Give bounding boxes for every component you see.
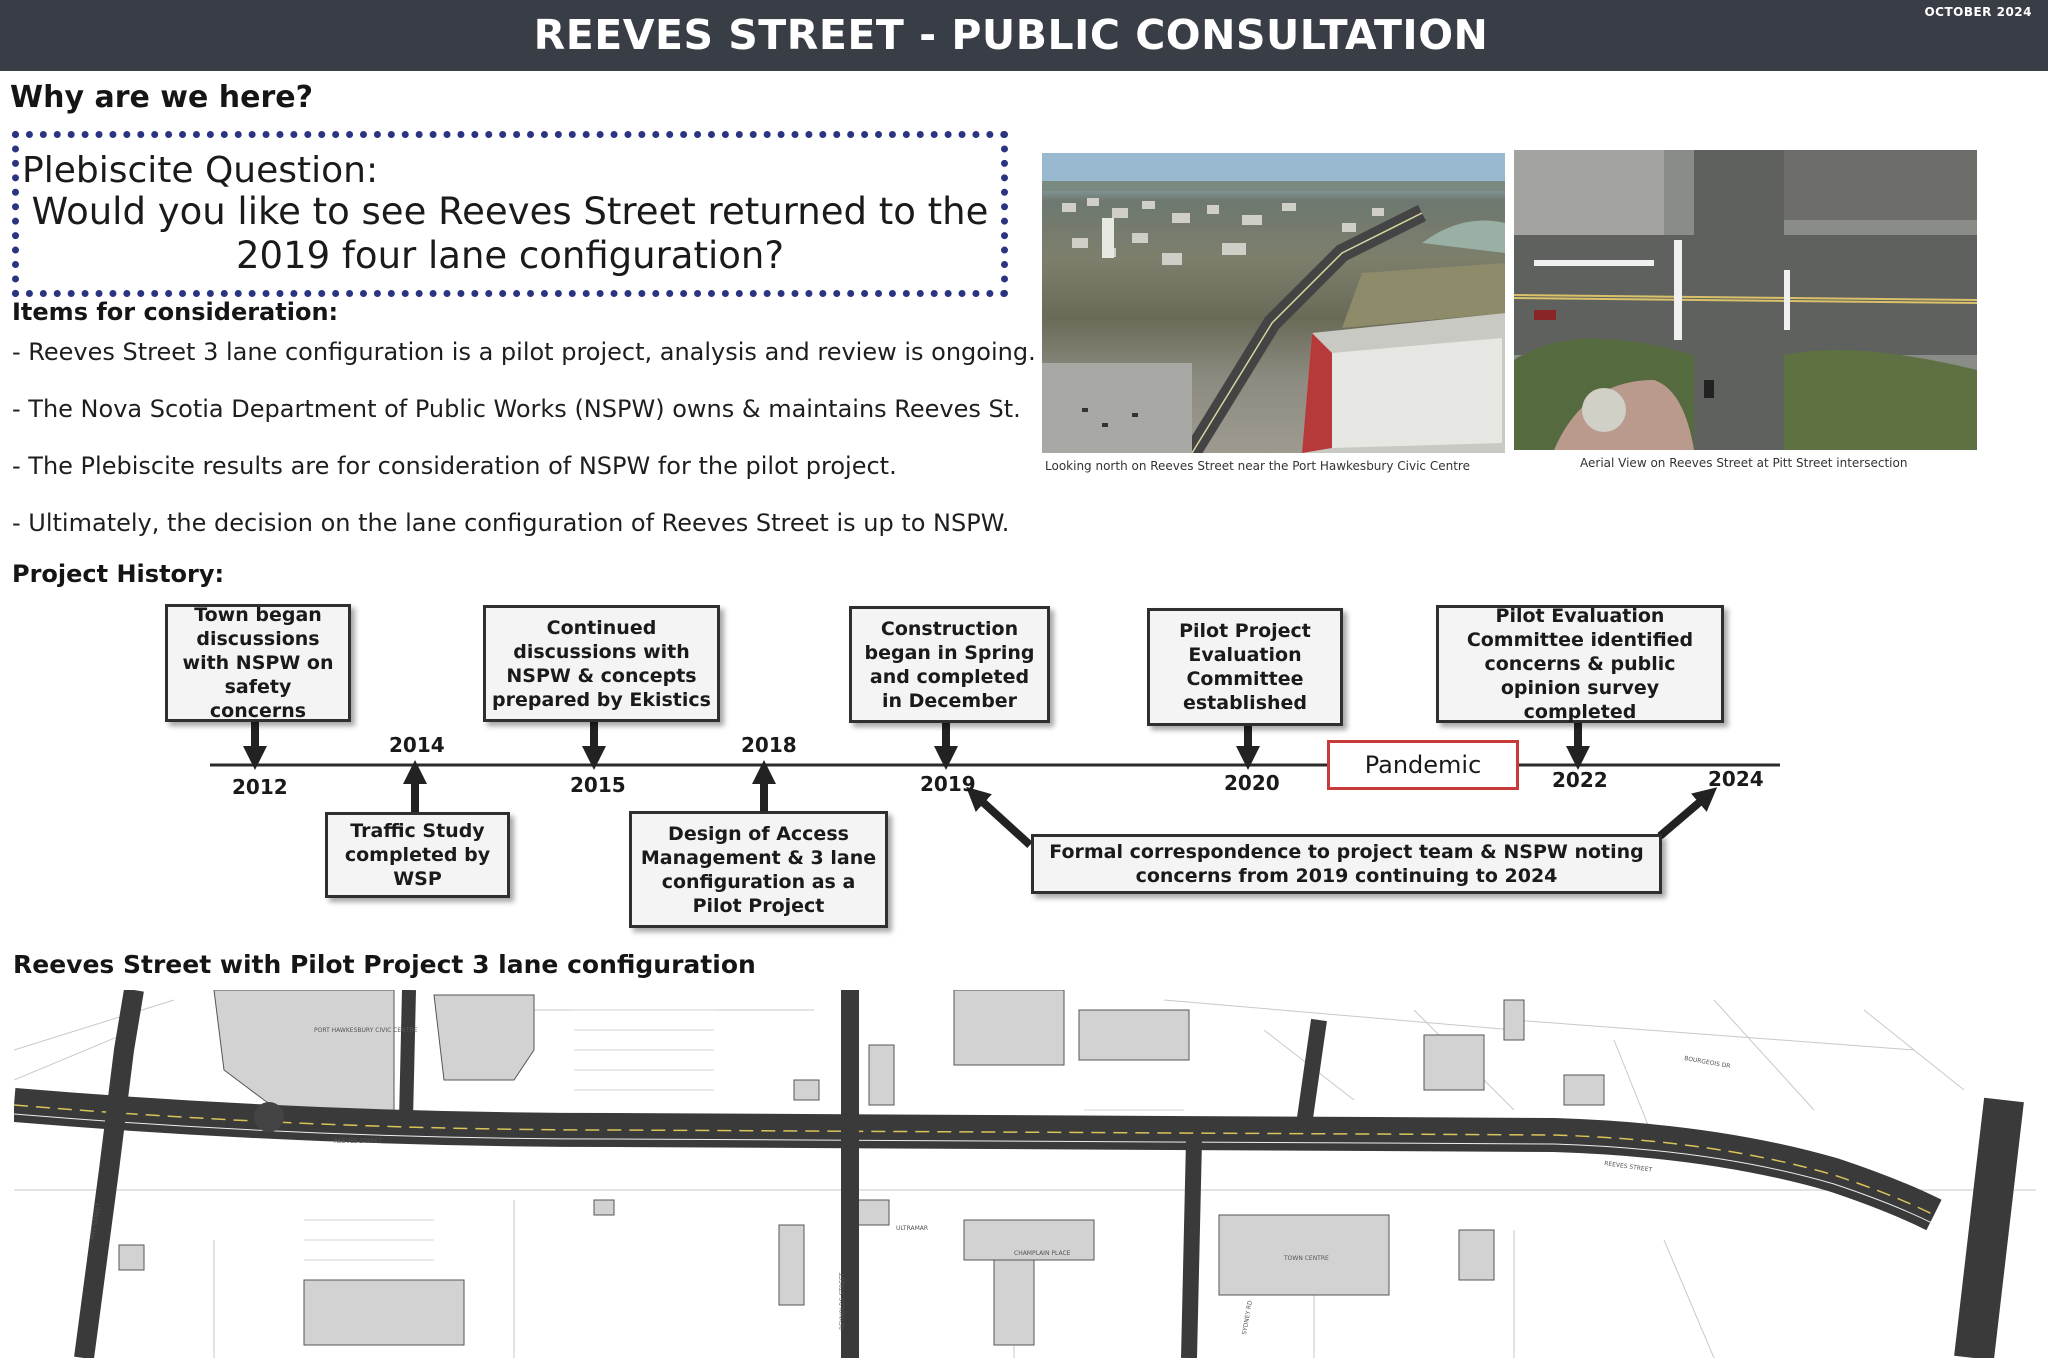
consideration-item: - The Plebiscite results are for consideration of NSPW for the pilot project. <box>12 452 897 480</box>
plan-label-ultramar: ULTRAMAR <box>896 1225 929 1232</box>
consideration-item: - The Nova Scotia Department of Public Works (NSPW) owns & maintains Reeves St. <box>12 395 1021 423</box>
consideration-item: - Ultimately, the decision on the lane configuration of Reeves Street is up to NSPW. <box>12 509 1010 537</box>
timeline-event-2022: Pilot Evaluation Committee identified concerns & public opinion survey completed <box>1436 605 1724 723</box>
plebiscite-label: Plebiscite Question: <box>22 150 379 191</box>
arrow-diagonal <box>975 795 1030 845</box>
photo-caption-right: Aerial View on Reeves Street at Pitt Street intersection <box>1580 456 1908 470</box>
plan-label-town-centre: TOWN CENTRE <box>1284 1255 1329 1262</box>
year-2019: 2019 <box>920 772 976 796</box>
plan-label-pitt-street: PITT STREET <box>89 1202 103 1241</box>
arrow-diagonal <box>1660 795 1708 836</box>
year-2022: 2022 <box>1552 768 1608 792</box>
year-2012: 2012 <box>232 775 288 799</box>
pitt-street-road <box>84 990 134 1358</box>
plan-label-reeves-street: REEVES STREET <box>334 1138 383 1145</box>
plan-label-reeves-street: REEVES STREET <box>1603 1160 1653 1174</box>
consideration-item: - Reeves Street 3 lane configuration is a pilot project, analysis and review is ongoing. <box>12 338 1036 366</box>
why-heading: Why are we here? <box>10 80 314 115</box>
project-history-heading: Project History: <box>12 560 225 588</box>
plan-heading: Reeves Street with Pilot Project 3 lane configuration <box>13 950 756 979</box>
timeline-event-2018: Design of Access Management & 3 lane configuration as a Pilot Project <box>629 811 888 928</box>
plebiscite-question: Would you like to see Reeves Street returned to the 2019 four lane configuration? <box>31 190 989 277</box>
plan-label-civic-centre: PORT HAWKESBURY CIVIC CENTRE <box>314 1027 418 1034</box>
year-2014: 2014 <box>389 733 445 757</box>
timeline-event-2015: Continued discussions with NSPW & concepts prepared by Ekistics <box>483 605 720 722</box>
plan-label-champlain-place: CHAMPLAIN PLACE <box>1014 1250 1071 1257</box>
plan-label-reynolds-street: REYNOLDS STREET <box>839 1272 846 1330</box>
year-2024: 2024 <box>1708 767 1764 791</box>
reeves-street-road <box>14 1105 1934 1215</box>
pandemic-label: Pandemic <box>1327 740 1519 790</box>
street-plan-drawing <box>14 990 2036 1358</box>
items-heading: Items for consideration: <box>12 298 339 326</box>
timeline-event-2012: Town began discussions with NSPW on safety concerns <box>165 604 351 722</box>
timeline-event-2019: Construction began in Spring and completed in December <box>849 606 1050 723</box>
plan-building-civic-centre <box>214 990 394 1120</box>
sydney-rd-road <box>1189 1020 1319 1358</box>
photo-caption-left: Looking north on Reeves Street near the Port Hawkesbury Civic Centre <box>1045 459 1470 473</box>
plan-label-sydney-rd: SYDNEY RD <box>1241 1299 1255 1336</box>
page-title: REEVES STREET - PUBLIC CONSULTATION <box>533 11 1489 59</box>
timeline-event-correspondence: Formal correspondence to project team & NSPW noting concerns from 2019 continuing to 2024 <box>1031 834 1662 894</box>
year-2018: 2018 <box>741 733 797 757</box>
timeline-event-2020: Pilot Project Evaluation Committee established <box>1147 608 1343 726</box>
year-2020: 2020 <box>1224 771 1280 795</box>
year-2015: 2015 <box>570 773 626 797</box>
header-date: OCTOBER 2024 <box>1924 5 2032 19</box>
plan-label-bourgeois-dr: BOURGEOIS DR <box>1683 1055 1731 1071</box>
timeline-event-2014: Traffic Study completed by WSP <box>325 812 510 898</box>
